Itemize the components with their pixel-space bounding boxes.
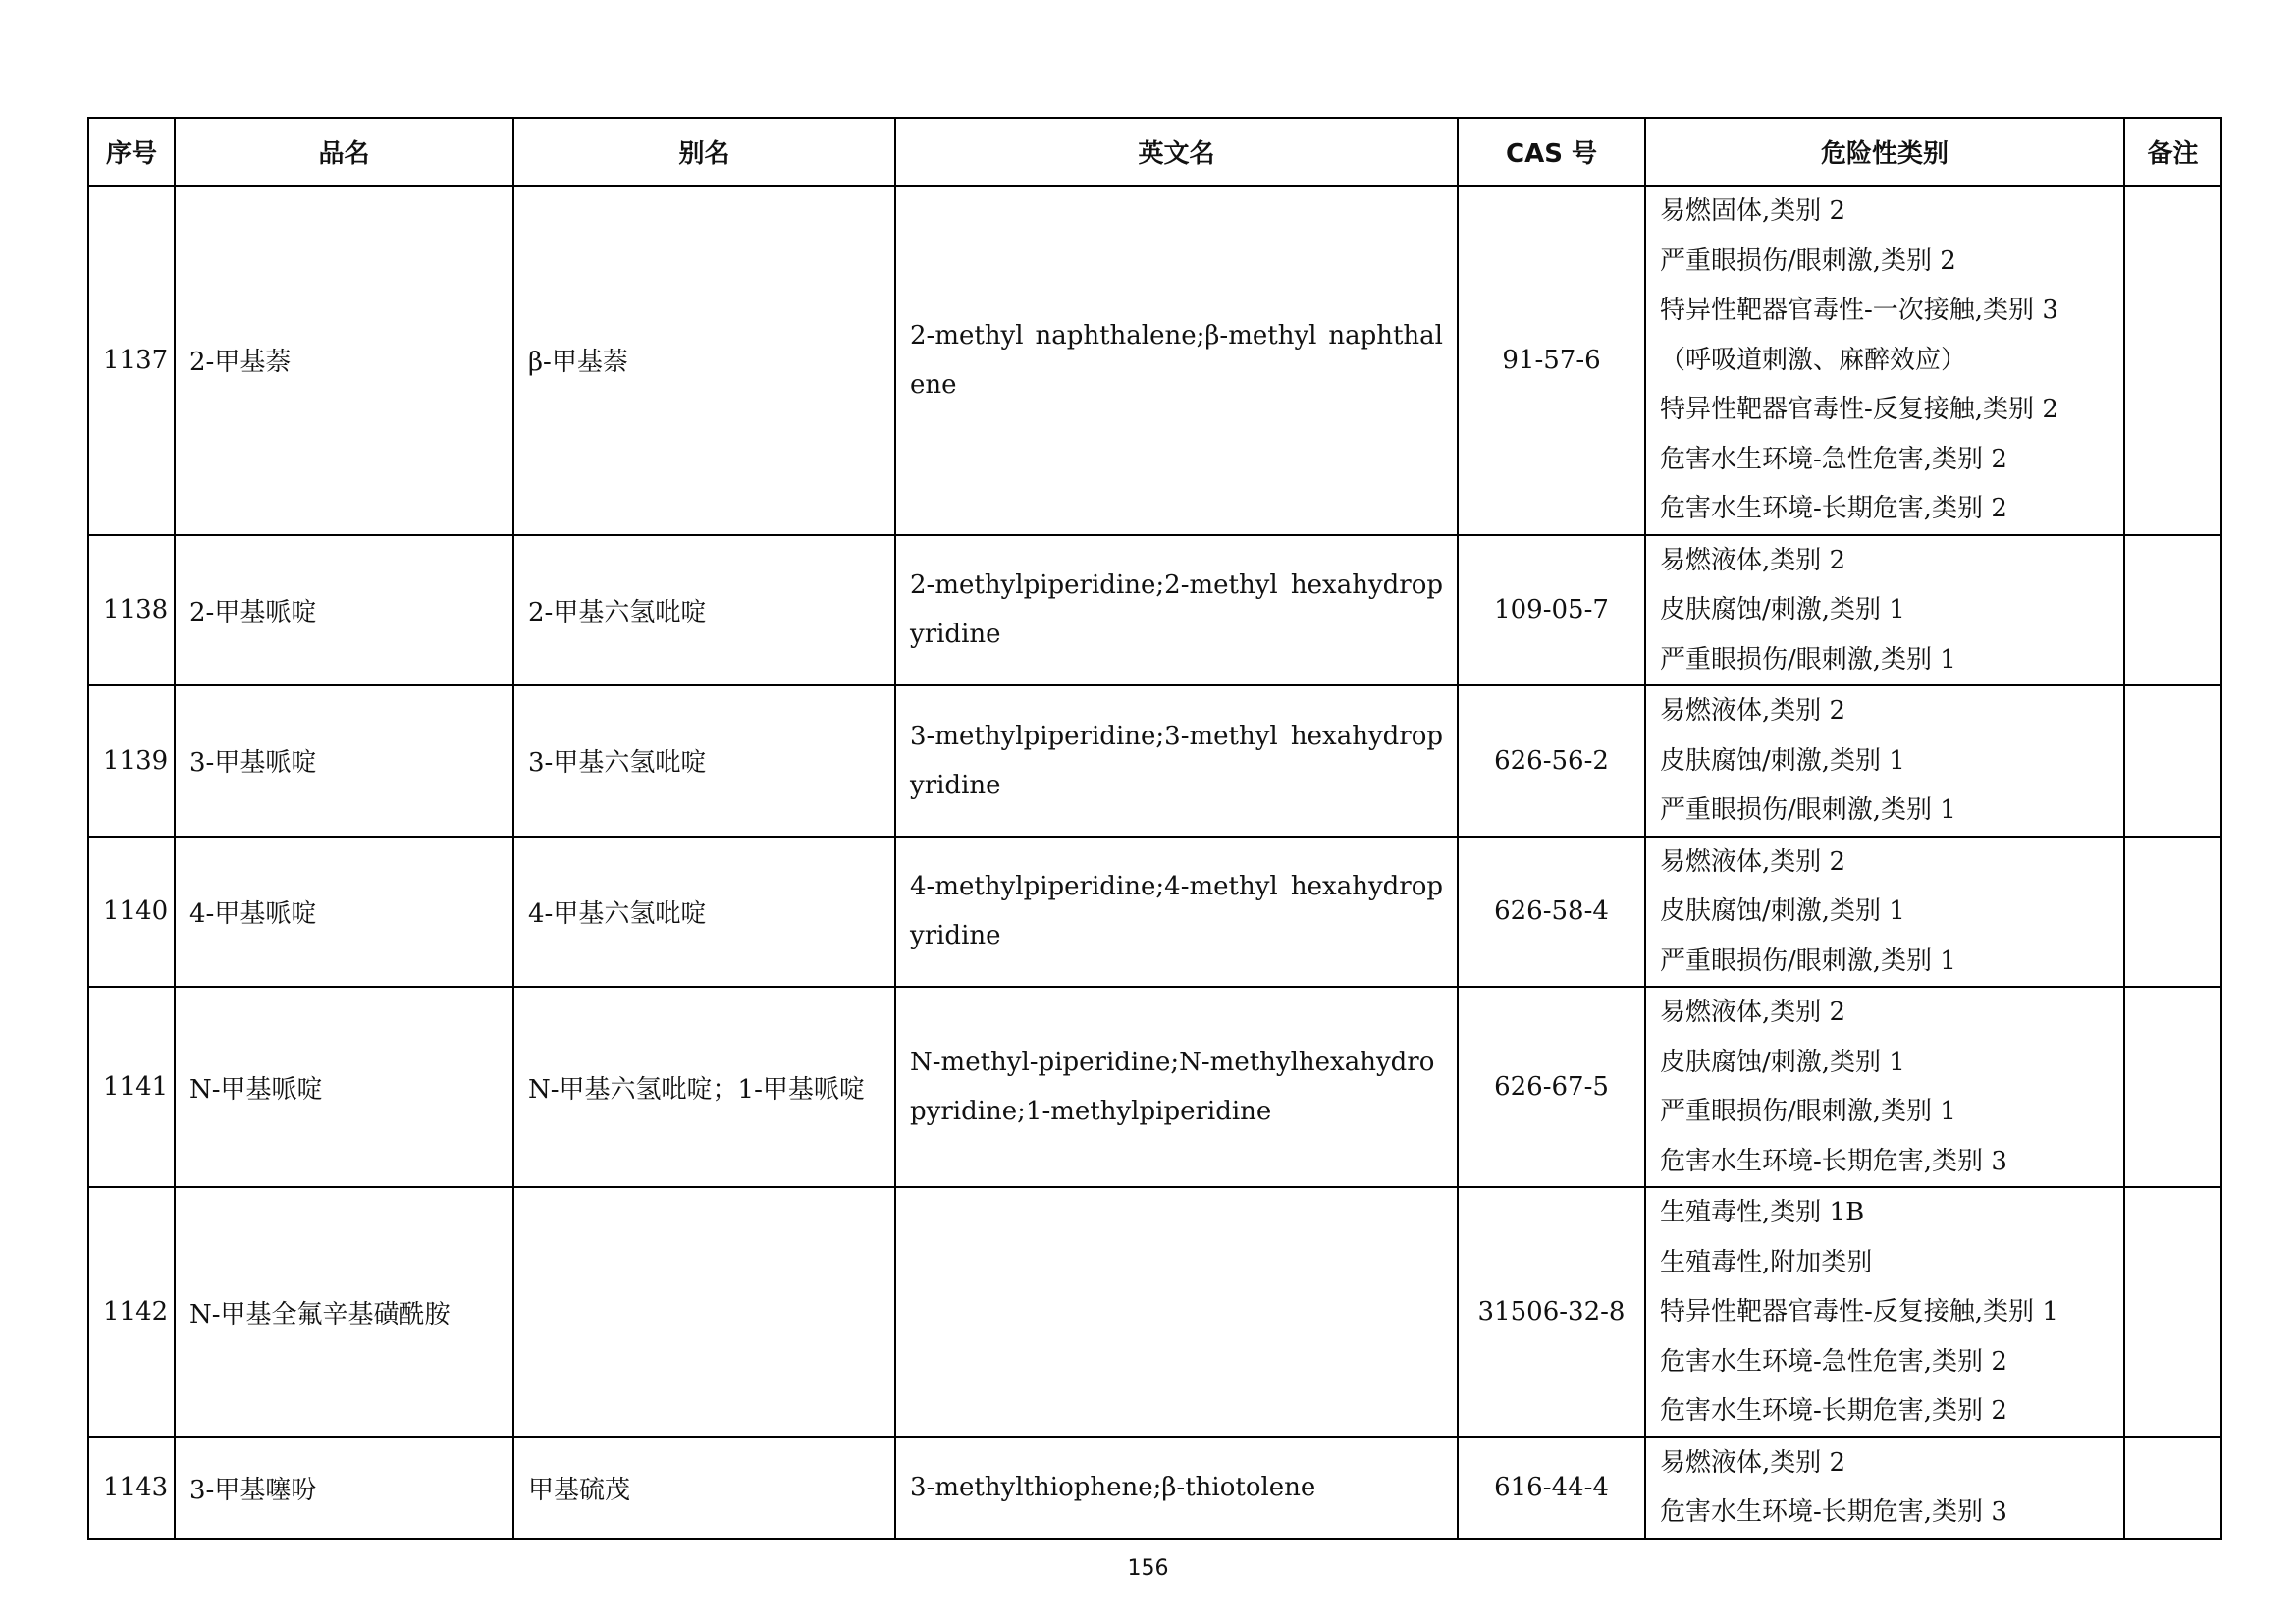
cell-hazards xyxy=(1645,186,2124,535)
hazard-item: 生殖毒性,类别 1B xyxy=(1660,1198,1865,1227)
cell-english: 2-methyl naphthalene;β-methyl naphthalene xyxy=(895,186,1458,535)
cell-alias: 甲基硫茂 xyxy=(513,1437,895,1539)
cell-name: N-甲基哌啶 xyxy=(175,987,513,1187)
cell-no: 1143 xyxy=(88,1437,175,1539)
cell-cas: 91-57-6 xyxy=(1458,186,1645,535)
cell-alias: N-甲基六氢吡啶；1-甲基哌啶 xyxy=(513,987,895,1187)
hazard-item: 易燃液体,类别 2 xyxy=(1660,696,1846,726)
cell-cas: 616-44-4 xyxy=(1458,1437,1645,1539)
cell-hazards xyxy=(1645,987,2124,1187)
cell-note xyxy=(2124,1437,2221,1539)
hazard-item: 皮肤腐蚀/刺激,类别 1 xyxy=(1660,745,1905,776)
cell-no: 1139 xyxy=(88,685,175,837)
table-row xyxy=(88,685,2221,837)
hazard-item: 皮肤腐蚀/刺激,类别 1 xyxy=(1660,896,1905,926)
table-row xyxy=(88,837,2221,988)
table-row xyxy=(88,987,2221,1187)
table-row xyxy=(88,535,2221,686)
header-name: 品名 xyxy=(175,118,513,186)
cell-english: 2-methylpiperidine;2-methyl hexahydropyridine xyxy=(895,535,1458,686)
header-english: 英文名 xyxy=(895,118,1458,186)
hazard-item: 特异性靶器官毒性-反复接触,类别 2 xyxy=(1660,395,2058,424)
page-number: 156 xyxy=(1127,1556,1169,1581)
cell-hazards xyxy=(1645,1437,2124,1539)
hazard-item: 严重眼损伤/眼刺激,类别 1 xyxy=(1660,1097,1956,1126)
cell-no: 1140 xyxy=(88,837,175,988)
hazard-item: 特异性靶器官毒性-反复接触,类别 1 xyxy=(1660,1297,2058,1326)
cell-name: 3-甲基噻吩 xyxy=(175,1437,513,1539)
hazard-item: 危害水生环境-长期危害,类别 2 xyxy=(1660,494,2007,523)
header-hazard: 危险性类别 xyxy=(1645,118,2124,186)
cell-name: 3-甲基哌啶 xyxy=(175,685,513,837)
hazard-item: 危害水生环境-长期危害,类别 2 xyxy=(1660,1396,2007,1426)
hazard-item: 易燃固体,类别 2 xyxy=(1660,196,1846,226)
cell-name: 2-甲基哌啶 xyxy=(175,535,513,686)
hazard-item: 皮肤腐蚀/刺激,类别 1 xyxy=(1660,1047,1905,1077)
hazard-item: 严重眼损伤/眼刺激,类别 2 xyxy=(1660,245,1956,276)
header-alias: 别名 xyxy=(513,118,895,186)
hazard-item: 生殖毒性,附加类别 xyxy=(1660,1247,1873,1277)
hazard-item: 严重眼损伤/眼刺激,类别 1 xyxy=(1660,644,1956,675)
cell-english: N-methyl-piperidine;N-methylhexahydropyridine;1-methylpiperidine xyxy=(895,987,1458,1187)
hazard-item: 皮肤腐蚀/刺激,类别 1 xyxy=(1660,595,1905,624)
hazard-item: 特异性靶器官毒性-一次接触,类别 3 xyxy=(1660,296,2058,325)
cell-hazards xyxy=(1645,685,2124,837)
hazard-item: 易燃液体,类别 2 xyxy=(1660,1447,1846,1478)
header-note: 备注 xyxy=(2124,118,2221,186)
hazardous-chemicals-table xyxy=(87,117,2222,1540)
cell-english: 4-methylpiperidine;4-methyl hexahydropyridine xyxy=(895,837,1458,988)
cell-no: 1141 xyxy=(88,987,175,1187)
header-cas: CAS 号 xyxy=(1458,118,1645,186)
hazard-item: 严重眼损伤/眼刺激,类别 1 xyxy=(1660,795,1956,825)
cell-name: 4-甲基哌啶 xyxy=(175,837,513,988)
cell-no: 1142 xyxy=(88,1187,175,1437)
cell-hazards xyxy=(1645,837,2124,988)
hazard-item: 危害水生环境-长期危害,类别 3 xyxy=(1660,1497,2007,1527)
hazard-item: 易燃液体,类别 2 xyxy=(1660,846,1846,877)
cell-cas: 626-58-4 xyxy=(1458,837,1645,988)
cell-english xyxy=(895,1187,1458,1437)
cell-alias: 3-甲基六氢吡啶 xyxy=(513,685,895,837)
cell-note xyxy=(2124,186,2221,535)
hazard-item: 易燃液体,类别 2 xyxy=(1660,998,1846,1027)
cell-english: 3-methylpiperidine;3-methyl hexahydropyridine xyxy=(895,685,1458,837)
cell-note xyxy=(2124,685,2221,837)
table-row xyxy=(88,1437,2221,1539)
cell-note xyxy=(2124,535,2221,686)
cell-cas: 109-05-7 xyxy=(1458,535,1645,686)
cell-alias: 4-甲基六氢吡啶 xyxy=(513,837,895,988)
hazard-item: 危害水生环境-急性危害,类别 2 xyxy=(1660,1346,2007,1377)
cell-alias xyxy=(513,1187,895,1437)
cell-cas: 626-56-2 xyxy=(1458,685,1645,837)
hazard-item: 危害水生环境-急性危害,类别 2 xyxy=(1660,444,2007,474)
cell-english: 3-methylthiophene;β-thiotolene xyxy=(895,1437,1458,1539)
cell-cas: 626-67-5 xyxy=(1458,987,1645,1187)
cell-hazards xyxy=(1645,1187,2124,1437)
table-header-row xyxy=(88,118,2221,186)
cell-no: 1138 xyxy=(88,535,175,686)
cell-note xyxy=(2124,987,2221,1187)
cell-no: 1137 xyxy=(88,186,175,535)
cell-cas: 31506-32-8 xyxy=(1458,1187,1645,1437)
hazard-item: 易燃液体,类别 2 xyxy=(1660,545,1846,575)
cell-note xyxy=(2124,1187,2221,1437)
cell-hazards xyxy=(1645,535,2124,686)
hazard-item: 严重眼损伤/眼刺激,类别 1 xyxy=(1660,946,1956,976)
header-no: 序号 xyxy=(88,118,175,186)
table-row xyxy=(88,1187,2221,1437)
hazard-item: 危害水生环境-长期危害,类别 3 xyxy=(1660,1146,2007,1176)
table-row xyxy=(88,186,2221,535)
hazard-item: （呼吸道刺激、麻醉效应） xyxy=(1660,345,1967,375)
cell-alias: β-甲基萘 xyxy=(513,186,895,535)
cell-name: N-甲基全氟辛基磺酰胺 xyxy=(175,1187,513,1437)
cell-alias: 2-甲基六氢吡啶 xyxy=(513,535,895,686)
cell-note xyxy=(2124,837,2221,988)
cell-name: 2-甲基萘 xyxy=(175,186,513,535)
